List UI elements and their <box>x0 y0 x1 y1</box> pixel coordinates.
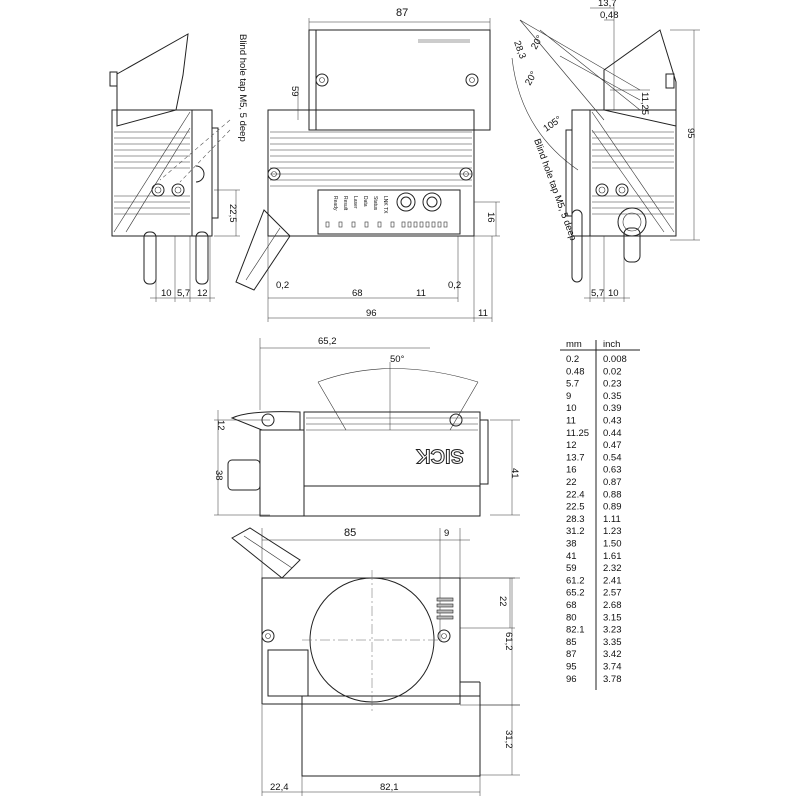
table-cell-mm: 59 <box>566 563 577 575</box>
vent-slots <box>437 598 453 619</box>
table-cell-inch: 0.35 <box>603 390 622 402</box>
table-cell-mm: 41 <box>566 550 577 562</box>
dim-65-2: 65,2 <box>318 336 337 347</box>
table-cell-mm: 13.7 <box>566 452 585 464</box>
dim-87: 87 <box>396 7 409 19</box>
table-cell-inch: 1.11 <box>603 513 621 525</box>
dim-31-2: 31,2 <box>503 730 514 749</box>
table-cell-inch: 0.63 <box>603 464 622 476</box>
dim-11-right: 11 <box>478 308 488 319</box>
dim-10-left: 10 <box>161 288 172 299</box>
dim-0-2-left: 0,2 <box>276 280 290 291</box>
label-area <box>268 650 308 696</box>
table-cell-mm: 65.2 <box>566 587 585 599</box>
table-cell-inch: 3.15 <box>603 612 622 624</box>
table-cell-inch: 0.47 <box>603 440 622 452</box>
table-cell-mm: 9 <box>566 390 572 402</box>
dim-68: 68 <box>352 288 363 299</box>
blind-hole-note-left: Blind hole tap M5, 5 deep <box>237 34 248 142</box>
table-cell-mm: 68 <box>566 600 577 611</box>
table-cell-mm: 10 <box>566 403 577 415</box>
table-cell-inch: 2.57 <box>603 587 622 599</box>
top-view <box>214 338 520 516</box>
table-cell-inch: 0.23 <box>603 378 622 390</box>
dim-0-2-right: 0,2 <box>448 280 462 291</box>
table-cell-inch: 3.78 <box>603 673 622 685</box>
dim-12-top: 12 <box>215 420 226 431</box>
bottom-view <box>232 528 520 796</box>
dim-9: 9 <box>444 528 450 539</box>
dim-5-7-left: 5,7 <box>177 288 191 299</box>
table-cell-inch: 1.50 <box>603 538 622 550</box>
table-cell-mm: 11 <box>566 415 576 427</box>
dim-95: 95 <box>685 128 696 139</box>
dim-38: 38 <box>213 470 224 481</box>
dim-85: 85 <box>344 527 357 539</box>
table-cell-inch: 0.87 <box>603 477 622 488</box>
table-cell-mm: 28.3 <box>566 513 585 525</box>
dim-5-7-right: 5,7 <box>591 288 605 299</box>
table-cell-mm: 22 <box>566 477 577 488</box>
table-cell-inch: 3.23 <box>603 624 622 636</box>
table-cell-mm: 5.7 <box>566 378 580 390</box>
sick-logo: SICK <box>416 444 464 467</box>
dim-82-1: 82,1 <box>380 782 399 793</box>
dim-96: 96 <box>366 308 377 319</box>
table-cell-mm: 22.4 <box>566 489 585 501</box>
table-cell-inch: 0.02 <box>603 366 622 378</box>
table-header-inch: inch <box>603 339 621 350</box>
table-cell-inch: 0.43 <box>603 415 622 427</box>
panel-label-ready: Ready <box>332 196 338 211</box>
dim-28-3: 28,3 <box>511 39 528 61</box>
dim-41: 41 <box>509 468 520 479</box>
table-cell-mm: 31.2 <box>566 526 585 538</box>
table-cell-mm: 22.5 <box>566 501 585 513</box>
dim-16: 16 <box>485 212 496 223</box>
table-cell-inch: 0.39 <box>603 403 622 415</box>
table-cell-mm: 95 <box>566 661 577 673</box>
panel-label-laser: Laser <box>352 196 358 209</box>
dim-angle-20-upper: 20° <box>529 33 546 52</box>
dim-11-mid: 11 <box>416 288 426 299</box>
table-cell-mm: 82.1 <box>566 624 585 636</box>
table-cell-mm: 61.2 <box>566 575 585 587</box>
dim-22-4: 22,4 <box>270 782 289 793</box>
table-cell-mm: 80 <box>566 612 577 624</box>
dim-59: 59 <box>289 86 300 97</box>
conversion-table <box>560 339 640 690</box>
table-cell-inch: 3.42 <box>603 649 622 661</box>
table-cell-inch: 1.23 <box>603 526 622 538</box>
dim-61-2: 61,2 <box>503 632 514 651</box>
table-cell-mm: 96 <box>566 673 577 685</box>
table-cell-inch: 3.35 <box>603 636 622 648</box>
table-cell-mm: 12 <box>566 440 577 452</box>
panel-label-data: Data <box>362 196 368 207</box>
dim-angle-20-lower: 20° <box>523 69 540 88</box>
dim-13-7: 13,7 <box>598 0 617 9</box>
table-cell-inch: 2.68 <box>603 600 622 611</box>
table-cell-inch: 0.008 <box>603 354 627 365</box>
dim-0-48: 0,48 <box>600 10 619 21</box>
table-cell-inch: 0.89 <box>603 501 622 513</box>
dim-11-25: 11,25 <box>639 92 650 116</box>
panel-label-lnk-tx: LNK TX <box>382 196 388 214</box>
dim-angle-105: 105° <box>541 114 564 135</box>
table-cell-mm: 0.48 <box>566 366 585 378</box>
table-cell-mm: 16 <box>566 464 577 476</box>
dim-angle-50: 50° <box>390 354 405 365</box>
dim-22: 22 <box>497 596 508 607</box>
panel-label-result: Result <box>342 196 348 211</box>
table-cell-inch: 2.32 <box>603 563 622 575</box>
table-cell-inch: 0.88 <box>603 489 622 501</box>
table-cell-inch: 1.61 <box>603 550 622 562</box>
dim-22-5: 22,5 <box>227 204 238 223</box>
dim-10-right: 10 <box>608 288 619 299</box>
table-cell-inch: 3.74 <box>603 661 622 673</box>
table-cell-inch: 2.41 <box>603 575 622 587</box>
panel-label-status: Status <box>372 196 378 211</box>
front-view <box>236 18 500 322</box>
table-cell-inch: 0.54 <box>603 452 622 464</box>
dim-12-left: 12 <box>197 288 208 299</box>
blind-hole-note-right: Blind hole tap M5, 5 deep <box>531 137 579 243</box>
table-cell-inch: 0.44 <box>603 427 622 439</box>
table-cell-mm: 38 <box>566 538 577 550</box>
left-side-view <box>110 34 240 302</box>
table-cell-mm: 85 <box>566 636 577 648</box>
table-cell-mm: 0.2 <box>566 354 580 365</box>
table-cell-mm: 11.25 <box>566 427 590 439</box>
table-cell-mm: 87 <box>566 649 577 661</box>
table-header-mm: mm <box>566 339 582 350</box>
